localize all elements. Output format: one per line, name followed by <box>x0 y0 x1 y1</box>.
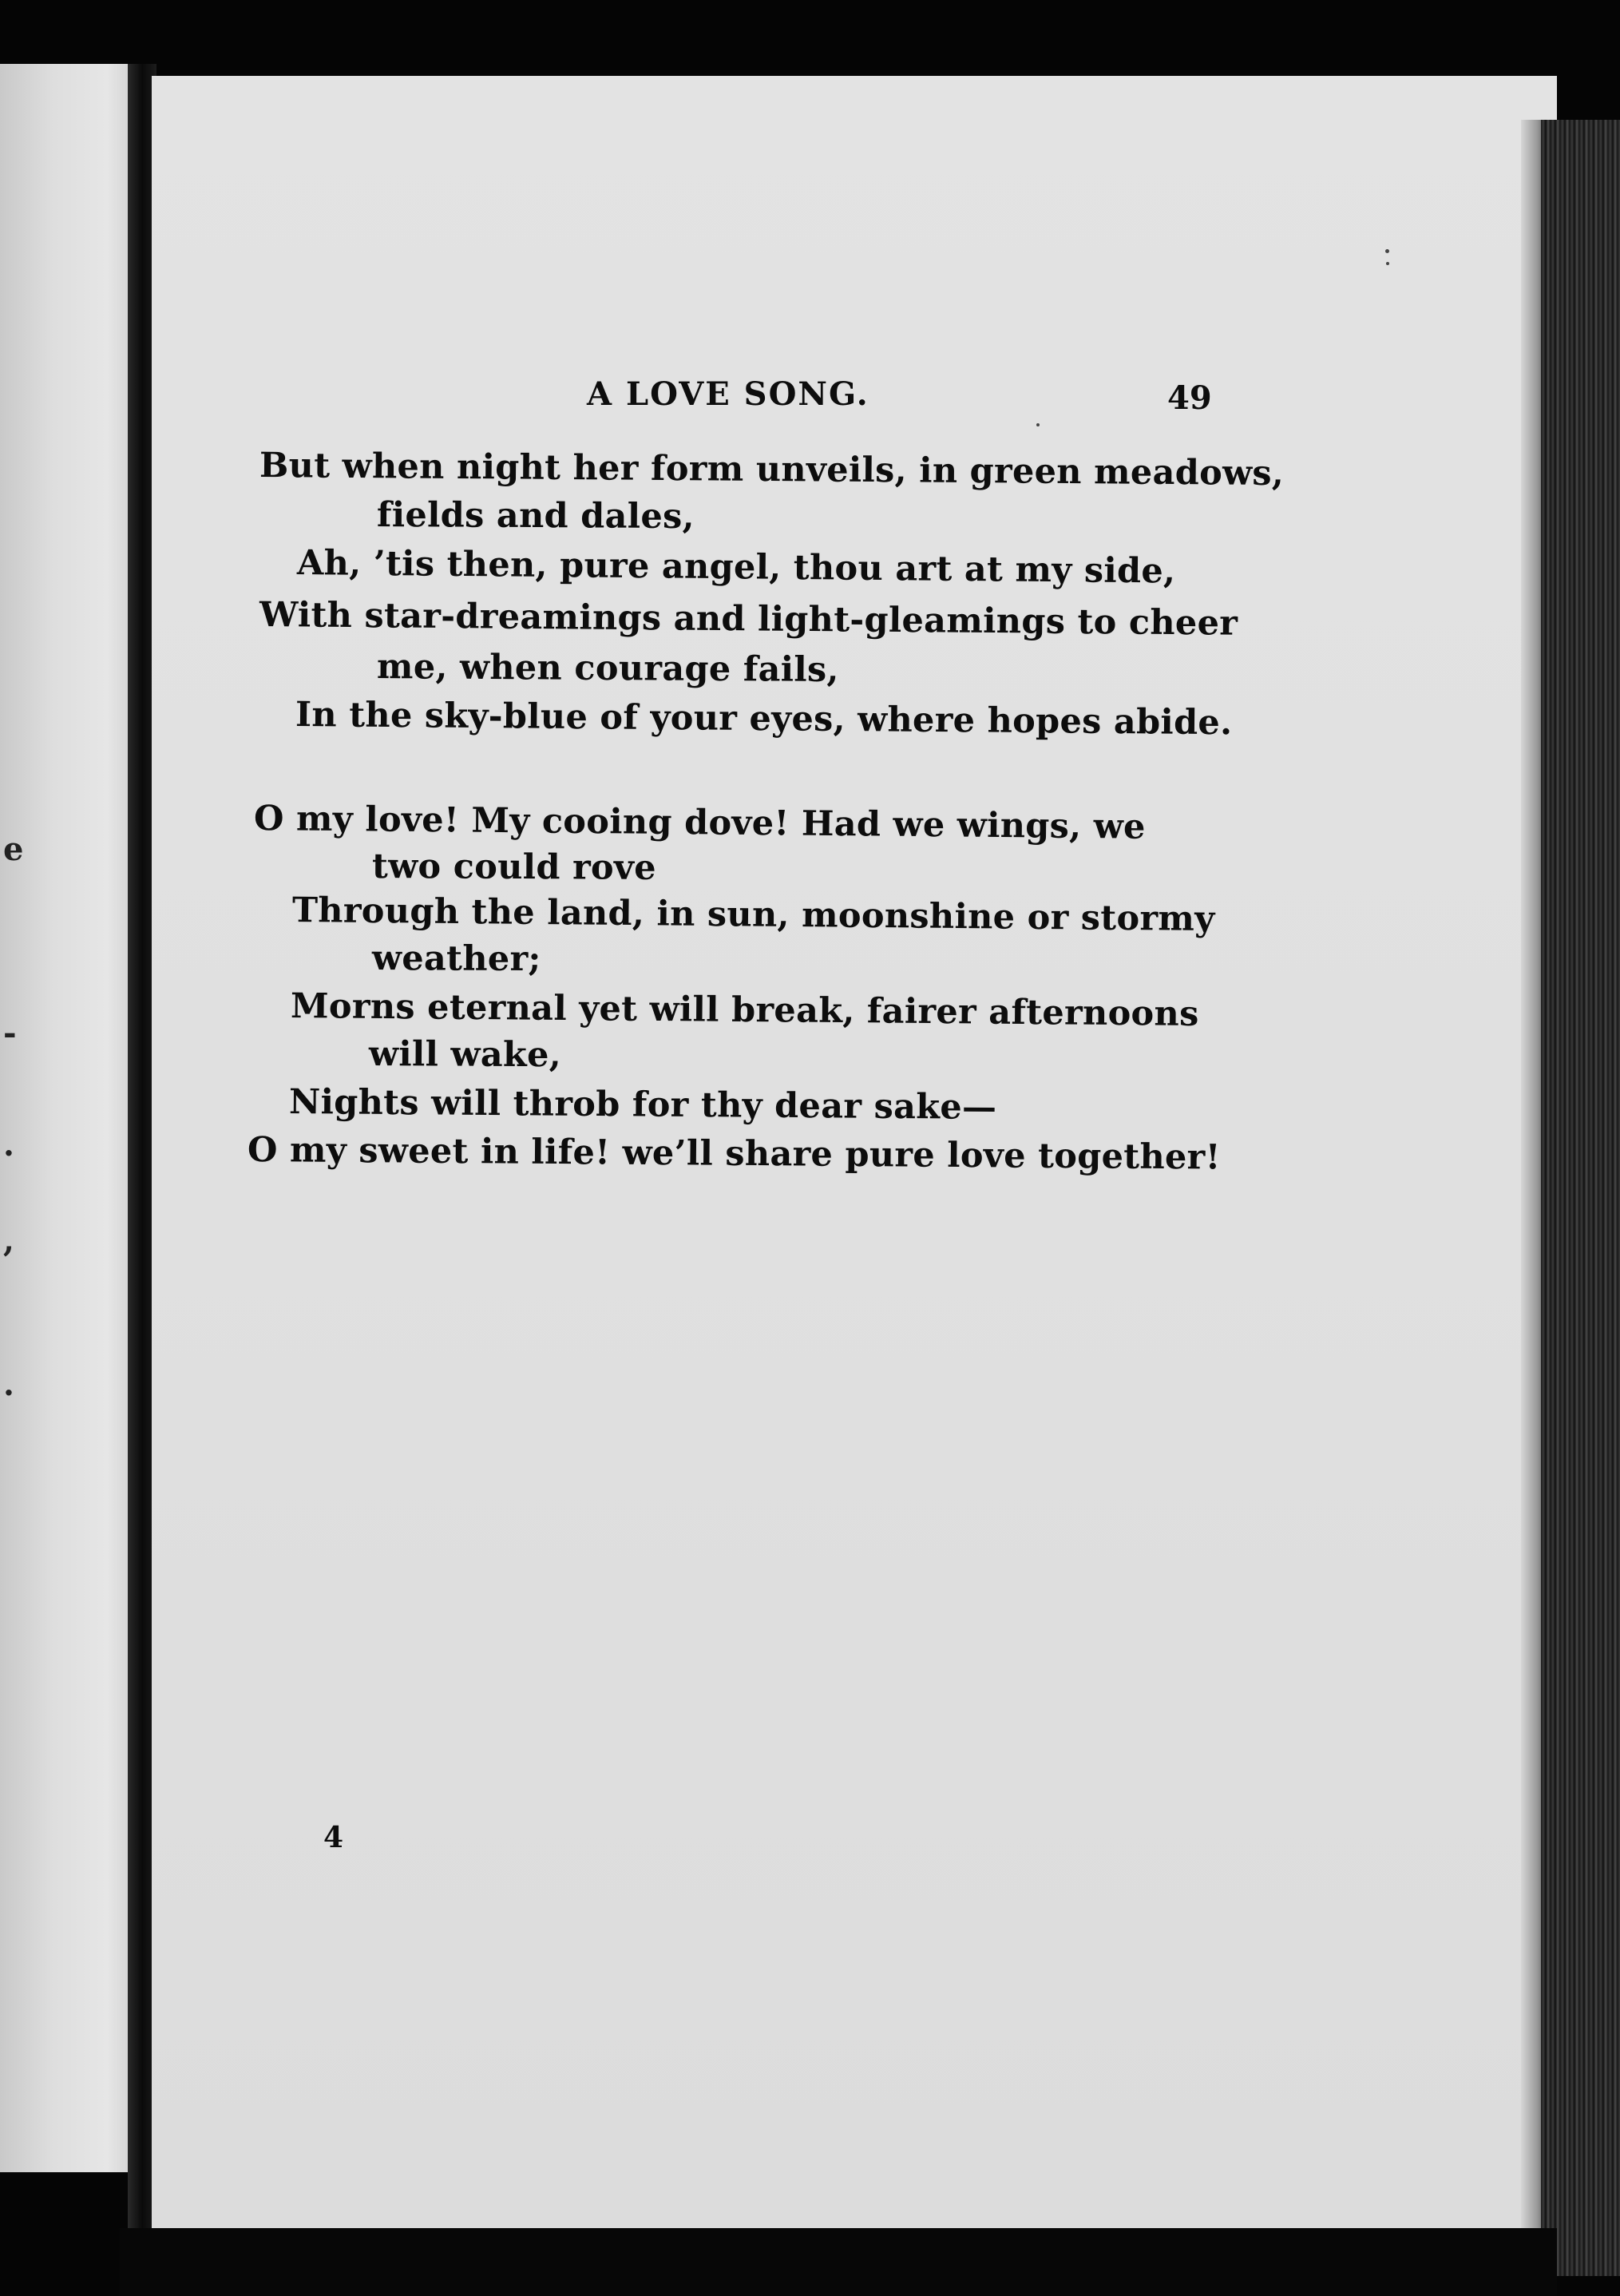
page-edges <box>1541 120 1620 2276</box>
running-head: A LOVE SONG. <box>587 375 869 413</box>
left-page-mark: , <box>3 1222 14 1259</box>
left-page-mark: . <box>3 1126 14 1164</box>
poem-line: me, when courage fails, <box>376 647 839 691</box>
left-page-mark: . <box>3 1366 14 1403</box>
left-facing-page-edge <box>0 64 134 2172</box>
poem-line: fields and dales, <box>376 495 695 537</box>
left-page-mark: - <box>3 1014 17 1052</box>
poem-line: Ah, ’tis then, pure angel, thou art at my side, <box>296 543 1176 592</box>
poem-line: Morns eternal yet will break, fairer afternoons <box>290 986 1199 1034</box>
scan-speck <box>1385 249 1389 253</box>
scan-speck <box>1386 262 1389 265</box>
scan-speck <box>1036 423 1040 426</box>
poem-line: In the sky-blue of your eyes, where hopes abide. <box>295 695 1233 744</box>
poem-line: But when night her form unveils, in green meadows, <box>259 446 1285 494</box>
poem-line: With star-dreamings and light-gleamings to cheer <box>259 595 1238 644</box>
poem-line: will wake, <box>368 1034 562 1076</box>
poem-line: weather; <box>371 938 541 980</box>
poem-line: Through the land, in sun, moonshine or stormy <box>291 890 1215 940</box>
poem-line: O my sweet in life! we’ll share pure love together! <box>247 1130 1221 1178</box>
page-number: 49 <box>1167 379 1212 417</box>
left-page-mark: e <box>3 831 24 868</box>
poem-line: Nights will throb for thy dear sake— <box>288 1082 997 1128</box>
signature-mark: 4 <box>323 1821 344 1854</box>
page-bottom-shadow <box>120 2228 1557 2296</box>
poem-line: O my love! My cooing dove! Had we wings, we <box>253 799 1146 847</box>
poem-line: two could rove <box>371 847 657 888</box>
